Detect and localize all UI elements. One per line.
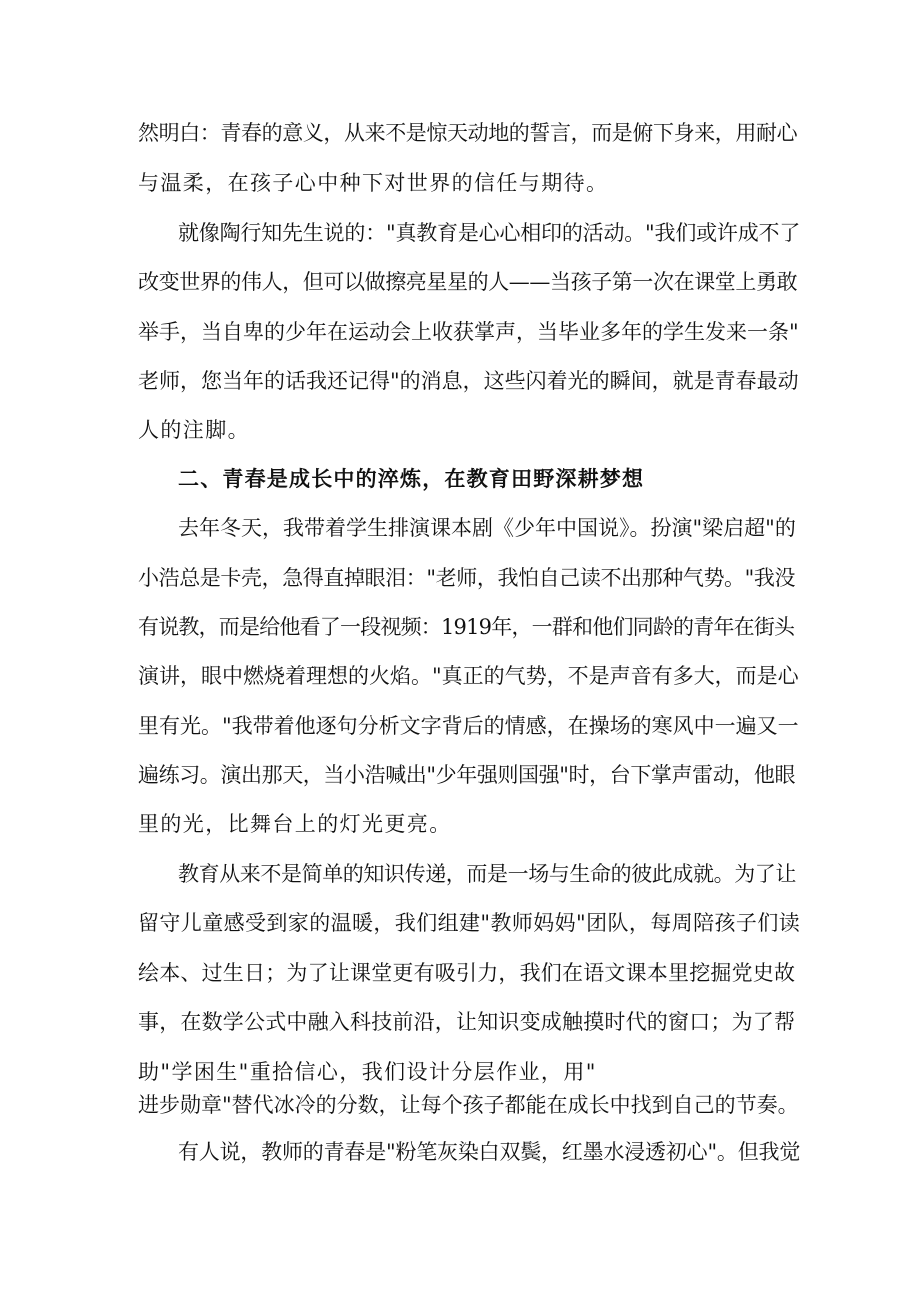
paragraph-line: 里有光。"我带着他逐句分析文字背后的情感，在操场的寒风中一遍又一: [138, 714, 799, 738]
paragraph-line: 然明白：青春的意义，从来不是惊天动地的誓言，而是俯下身来，用耐心: [138, 121, 798, 145]
paragraph-line: 绘本、过生日；为了让课堂更有吸引力，我们在语文课本里挖掘党史故: [138, 961, 796, 985]
paragraph-line: 事，在数学公式中融入科技前沿，让知识变成触摸时代的窗口；为了帮: [138, 1010, 796, 1034]
paragraph-line: 与温柔，在孩子心中种下对世界的信任与期待。: [138, 171, 609, 195]
paragraph-line: 教育从来不是简单的知识传递，而是一场与生命的彼此成就。为了让: [178, 862, 796, 886]
paragraph-line: 有人说，教师的青春是"粉笔灰染白双鬓，红墨水浸透初心"。但我觉: [178, 1140, 801, 1164]
paragraph-line: 人的注脚。: [138, 418, 250, 442]
paragraph-line: 就像陶行知先生说的："真教育是心心相印的活动。"我们或许成不了: [178, 221, 801, 245]
paragraph-line: 有说教，而是给他看了一段视频：1919年，一群和他们同龄的青年在街头: [138, 615, 795, 639]
paragraph-line: 遍练习。演出那天，当小浩喊出"少年强则国强"时，台下掌声雷动，他眼: [138, 763, 796, 787]
paragraph-line: 里的光，比舞台上的灯光更亮。: [138, 812, 452, 836]
paragraph-line: 留守儿童感受到家的温暖，我们组建"教师妈妈"团队，每周陪孩子们读: [138, 911, 801, 935]
paragraph-line: 老师，您当年的话我还记得"的消息，这些闪着光的瞬间，就是青春最动: [138, 369, 799, 393]
paragraph-line: 演讲，眼中燃烧着理想的火焰。"真正的气势，不是声音有多大，而是心: [138, 664, 799, 688]
paragraph-line: 进步勋章"替代冰冷的分数，让每个孩子都能在成长中找到自己的节奏。: [138, 1093, 799, 1117]
paragraph-line: 举手，当自卑的少年在运动会上收获掌声，当毕业多年的学生发来一条": [138, 320, 799, 344]
paragraph-line: 去年冬天，我带着学生排演课本剧《少年中国说》。扮演"梁启超"的: [178, 516, 796, 540]
paragraph-line: 小浩总是卡壳，急得直掉眼泪："老师，我怕自己读不出那种气势。"我没: [138, 566, 796, 590]
paragraph-line: 改变世界的伟人，但可以做擦亮星星的人——当孩子第一次在课堂上勇敢: [138, 270, 798, 294]
section-heading: 二、青春是成长中的淬炼，在教育田野深耕梦想: [178, 466, 645, 491]
paragraph-line: 助"学困生"重拾信心，我们设计分层作业，用": [138, 1060, 597, 1084]
